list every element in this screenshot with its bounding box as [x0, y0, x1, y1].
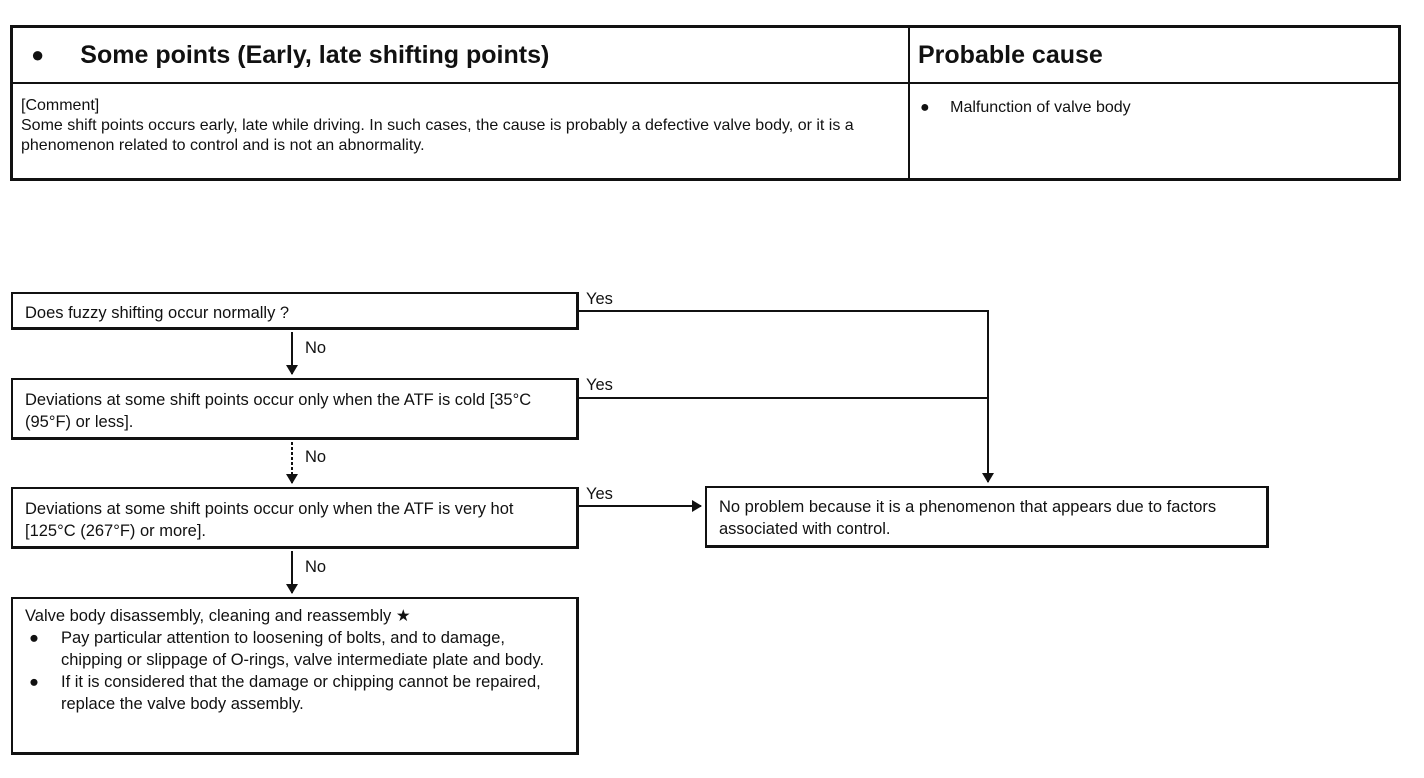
cause-bullet-icon: ● — [920, 99, 930, 116]
symptom-title-cell — [13, 28, 910, 84]
question-box-fuzzy-shifting — [11, 292, 579, 330]
probable-cause-heading-cell — [910, 28, 1398, 84]
action-bullet-item — [25, 671, 566, 715]
probable-cause-item: Malfunction of valve body — [950, 99, 1131, 116]
symptom-title: Some points (Early, late shifting points) — [80, 40, 550, 69]
yes-label-q3: Yes — [586, 485, 613, 503]
comment-text: Some shift points occurs early, late while driving. In such cases, the cause is probably a defective valve body, or it is a phenomenon related to control and is not an abnormality. — [21, 117, 854, 154]
bullet-icon: ● — [29, 629, 39, 647]
action-bullet-text: If it is considered that the damage or chipping cannot be repaired, replace the valve body assembly. — [61, 673, 541, 713]
action-box-valve-body — [11, 597, 579, 755]
no-label-q3: No — [305, 558, 327, 576]
action-title: Valve body disassembly, cleaning and reassembly ★ — [25, 607, 411, 625]
result-text-no-problem: No problem because it is a phenomenon that appears due to factors associated with control. — [719, 498, 1217, 538]
probable-cause-heading: Probable cause — [918, 40, 1103, 69]
bullet-icon: ● — [29, 673, 39, 691]
action-bullet-item — [25, 627, 566, 671]
comment-cell — [13, 84, 910, 178]
yes-label-q1: Yes — [586, 290, 613, 308]
question-text-atf-cold: Deviations at some shift points occur only when the ATF is cold [35°C (95°F) or less]. — [25, 391, 532, 431]
title-bullet-icon: ● — [31, 42, 45, 67]
question-text-fuzzy-shifting: Does fuzzy shifting occur normally ? — [25, 304, 290, 322]
question-box-atf-hot — [11, 487, 579, 549]
action-bullet-text: Pay particular attention to loosening of bolts, and to damage, chipping or slippage of O-rings, valve intermediate plate and body. — [61, 629, 545, 669]
yes-label-q2: Yes — [586, 376, 613, 394]
yes-path-q1 — [579, 311, 988, 482]
question-box-atf-cold — [11, 378, 579, 440]
action-bullet-list — [25, 627, 566, 715]
probable-cause-cell — [910, 84, 1398, 178]
comment-label: [Comment] — [21, 97, 100, 114]
question-text-atf-hot: Deviations at some shift points occur only when the ATF is very hot [125°C (267°F) or more]. — [25, 500, 514, 540]
result-box-no-problem — [705, 486, 1269, 548]
symptom-table — [10, 25, 1401, 181]
no-label-q1: No — [305, 339, 327, 357]
no-label-q2: No — [305, 448, 327, 466]
